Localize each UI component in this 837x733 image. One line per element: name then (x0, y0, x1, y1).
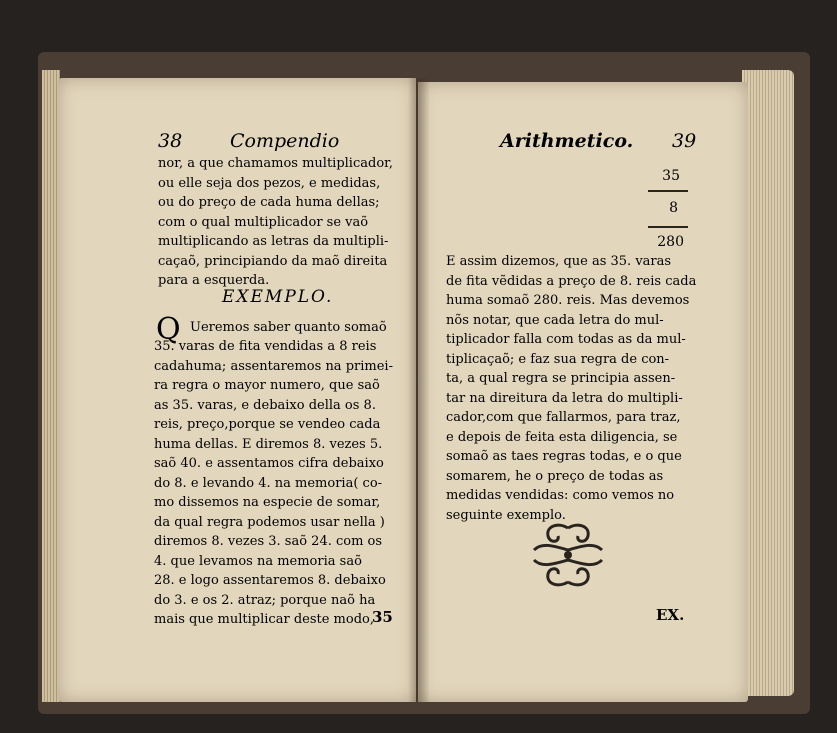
left-top-line: com o qual multiplicador se vaõ (158, 214, 369, 230)
right-body-line: somaõ as taes regras todas, e o que (446, 449, 682, 464)
right-body-line: somarem, he o preço de todas as (446, 468, 664, 484)
right-body-line: tar na direitura da letra do multipli- (446, 390, 683, 406)
right-body-line: ta, a qual regra se principia assen- (446, 371, 676, 386)
left-body-line: do 3. e os 2. atraz; porque naõ ha (154, 592, 376, 608)
right-body-line: medidas vendidas: como vemos no (446, 488, 675, 503)
right-body-text (446, 252, 696, 525)
left-body-line: da qual regra podemos usar nella ) (154, 514, 385, 530)
left-top-line: para a esquerda. (158, 273, 270, 288)
arith-product: 280 (657, 234, 684, 250)
right-body-line: cador,com que fallarmos, para traz, (446, 410, 681, 425)
arith-rule-2 (648, 226, 688, 228)
right-body-line: seguinte exemplo. (446, 507, 566, 523)
arith-rule-1 (648, 190, 688, 192)
exemplo-heading: EXEMPLO. (222, 287, 334, 307)
left-body-line: cadahuma; assentaremos na primei- (154, 358, 393, 374)
right-page-edges (742, 70, 794, 696)
left-top-text (158, 154, 393, 291)
left-body-line: diremos 8. vezes 3. saõ 24. com os (154, 534, 383, 549)
left-body-line: as 35. varas, e debaixo della os 8. (154, 397, 376, 413)
left-page-number: 38 (158, 130, 183, 152)
left-body-line: mo dissemos na especie de somar, (154, 495, 381, 510)
left-body-text (154, 337, 393, 630)
left-body-line: mais que multiplicar deste modo, (154, 612, 374, 627)
right-body-line: de fita vẽdidas a preço de 8. reis cada (446, 273, 697, 289)
left-top-line: ou do preço de cada huma dellas; (158, 195, 380, 210)
arith-multiplier: 8 (669, 200, 678, 216)
left-top-line: ou elle seja dos pezos, e medidas, (158, 175, 381, 191)
left-body-line: saõ 40. e assentamos cifra debaixo (154, 456, 384, 471)
left-body-line: 28. e logo assentaremos 8. debaixo (154, 573, 386, 588)
left-body-line: huma dellas. E diremos 8. vezes 5. (154, 436, 383, 452)
first-line-rest: Ueremos saber quanto somaõ (190, 320, 387, 335)
left-top-line: multiplicando as letras da multipli- (158, 234, 389, 249)
left-body-line: do 8. e levando 4. na memoria( co- (154, 475, 383, 491)
left-running-head: Compendio (230, 130, 340, 152)
right-page-number: 39 (672, 130, 697, 152)
gutter-shadow (408, 78, 430, 702)
arith-multiplicand: 35 (662, 168, 680, 184)
drop-cap: Q (156, 312, 181, 347)
left-catchword: 35 (372, 608, 393, 626)
right-body-line: tiplicador falla com todas as da mul- (446, 332, 686, 347)
right-body-line: e depois de feita esta diligencia, se (446, 429, 678, 445)
left-body-line: 4. que levamos na memoria saõ (154, 553, 362, 569)
right-signature: EX. (656, 606, 685, 624)
left-body-line: ra regra o mayor numero, que saõ (154, 378, 380, 393)
fleuron-ornament (528, 520, 608, 590)
left-top-line: nor, a que chamamos multiplicador, (158, 156, 394, 171)
left-body-line: reis, preço,porque se vendeo cada (154, 417, 381, 432)
right-body-line: E assim dizemos, que as 35. varas (446, 254, 672, 269)
right-body-line: nõs notar, que cada letra do mul- (446, 312, 664, 328)
left-top-line: caçaõ, principiando da maõ direita (158, 253, 388, 269)
left-body-line: 35. varas de fita vendidas a 8 reis (154, 339, 377, 354)
right-body-line: tiplicaçaõ; e faz sua regra de con- (446, 351, 670, 367)
right-running-head: Arithmetico. (500, 130, 634, 152)
right-body-line: huma somaõ 280. reis. Mas devemos (446, 293, 690, 308)
